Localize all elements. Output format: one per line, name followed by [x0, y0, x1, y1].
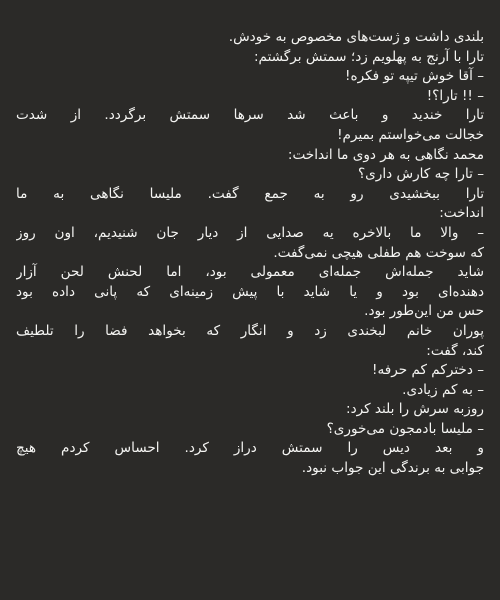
- text-line: دهنده‌ای بود و یا شاید با پیش زمینه‌ای که پانی داده بود: [16, 283, 484, 300]
- text-line: کند، گفت:: [426, 342, 484, 359]
- text-line: محمد نگاهی به هر دوی ما انداخت:: [287, 146, 484, 163]
- text-line: – دخترکم کم حرفه!: [372, 362, 484, 379]
- text-line: – به کم زیادی.: [402, 381, 484, 398]
- text-line: بلندی داشت و ژست‌های مخصوص به خودش.: [228, 29, 484, 45]
- text-line: که سوخت هم طفلی هیچی نمی‌گفت.: [273, 244, 484, 261]
- text-line: پوران خانم لبخندی زد و انگار که بخواهد فضا را تلطیف: [16, 322, 484, 339]
- text-line: – والا ما بالاخره یه صدایی از دیار جان شنیدیم، اون روز: [16, 224, 484, 241]
- text-line: حس من این‌طور بود.: [364, 303, 484, 320]
- text-line: خجالت می‌خواستم بمیرم!: [337, 126, 484, 143]
- text-line: تارا با آرنج به پهلویم زد؛ سمتش برگشتم:: [253, 48, 484, 65]
- text-line: – ملیسا بادمجون می‌خوری؟: [326, 420, 484, 437]
- text-line: – !! تارا؟!: [426, 87, 484, 104]
- text-line: و بعد دیس را سمتش دراز کرد. احساس کردم هیچ: [16, 440, 484, 457]
- text-line: – آقا خوش تیپه تو فکره!: [345, 68, 484, 85]
- text-line: – تارا چه کارش داری؟: [357, 166, 484, 183]
- text-line: شاید جمله‌اش جمله‌ای معمولی بود، اما لحنش لحن آزار: [16, 264, 484, 281]
- text-line: جوابی به برندگی این جواب نبود.: [301, 460, 484, 477]
- text-line: روزبه سرش را بلند کرد:: [345, 401, 484, 418]
- text-line: انداخت:: [439, 205, 484, 222]
- text-line: تارا خندید و باعث شد سرها سمتش برگردد. از شدت: [16, 107, 484, 124]
- text-line: تارا ببخشیدی رو به جمع گفت. ملیسا نگاهی به ما: [16, 185, 484, 202]
